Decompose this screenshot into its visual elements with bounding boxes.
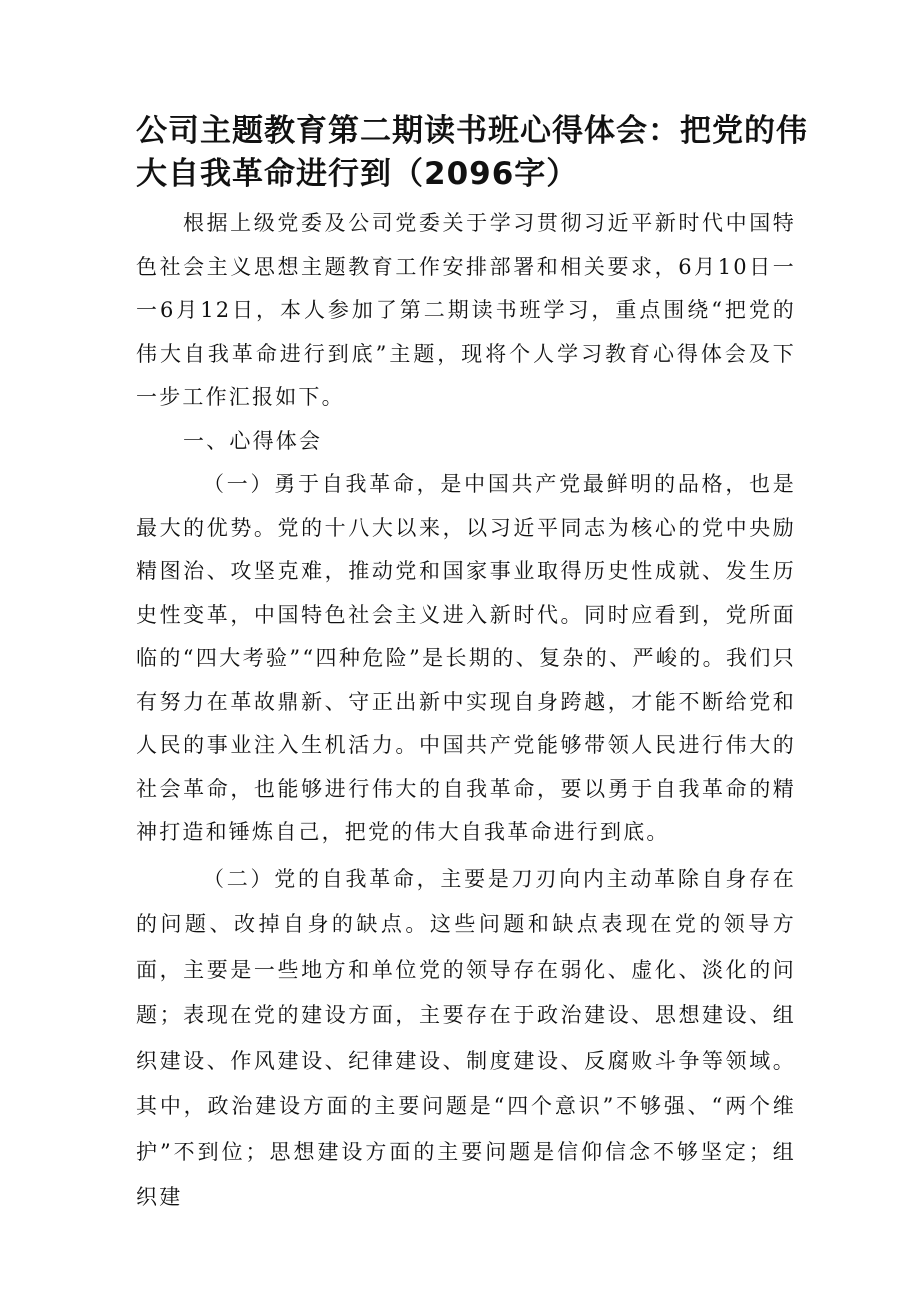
point-two-paragraph: （二）党的自我革命，主要是刀刃向内主动革除自身存在的问题、改掉自身的缺点。这些问题和缺点表现在党的领导方面，主要是一些地方和单位党的领导存在弱化、虚化、淡化的问题；表现在党的建设方面，主要存在于政治建设、思想建设、组织建设、作风建设、纪律建设、制度建设、反腐败斗争等领域。其中，政治建设方面的主要问题是“四个意识”不够强、“两个维护”不到位；思想建设方面的主要问题是信仰信念不够坚定；组织建 [136, 866, 796, 1209]
point-one-paragraph: （一）勇于自我革命，是中国共产党最鲜明的品格，也是最大的优势。党的十八大以来，以习近平同志为核心的党中央励精图治、攻坚克难，推动党和国家事业取得历史性成就、发生历史性变革，中国特色社会主义进入新时代。同时应看到，党所面临的“四大考验”“四种危险”是长期的、复杂的、严峻的。我们只有努力在革故鼎新、守正出新中实现自身跨越，才能不断给党和人民的事业注入生机活力。中国共产党能够带领人民进行伟大的社会革命，也能够进行伟大的自我革命，要以勇于自我革命的精神打造和锤炼自己，把党的伟大自我革命进行到底。 [136, 472, 796, 844]
intro-paragraph: 根据上级党委及公司党委关于学习贯彻习近平新时代中国特色社会主义思想主题教育工作安排部署和相关要求，6月10日一一6月12日，本人参加了第二期读书班学习，重点围绕“把党的伟大自我革命进行到底”主题，现将个人学习教育心得体会及下一步工作汇报如下。 [136, 211, 796, 409]
document-title: 公司主题教育第二期读书班心得体会：把党的伟大自我革命进行到（2096字） [136, 113, 808, 192]
document-body [136, 202, 796, 1221]
section-heading-one: 一、心得体会 [183, 428, 323, 453]
